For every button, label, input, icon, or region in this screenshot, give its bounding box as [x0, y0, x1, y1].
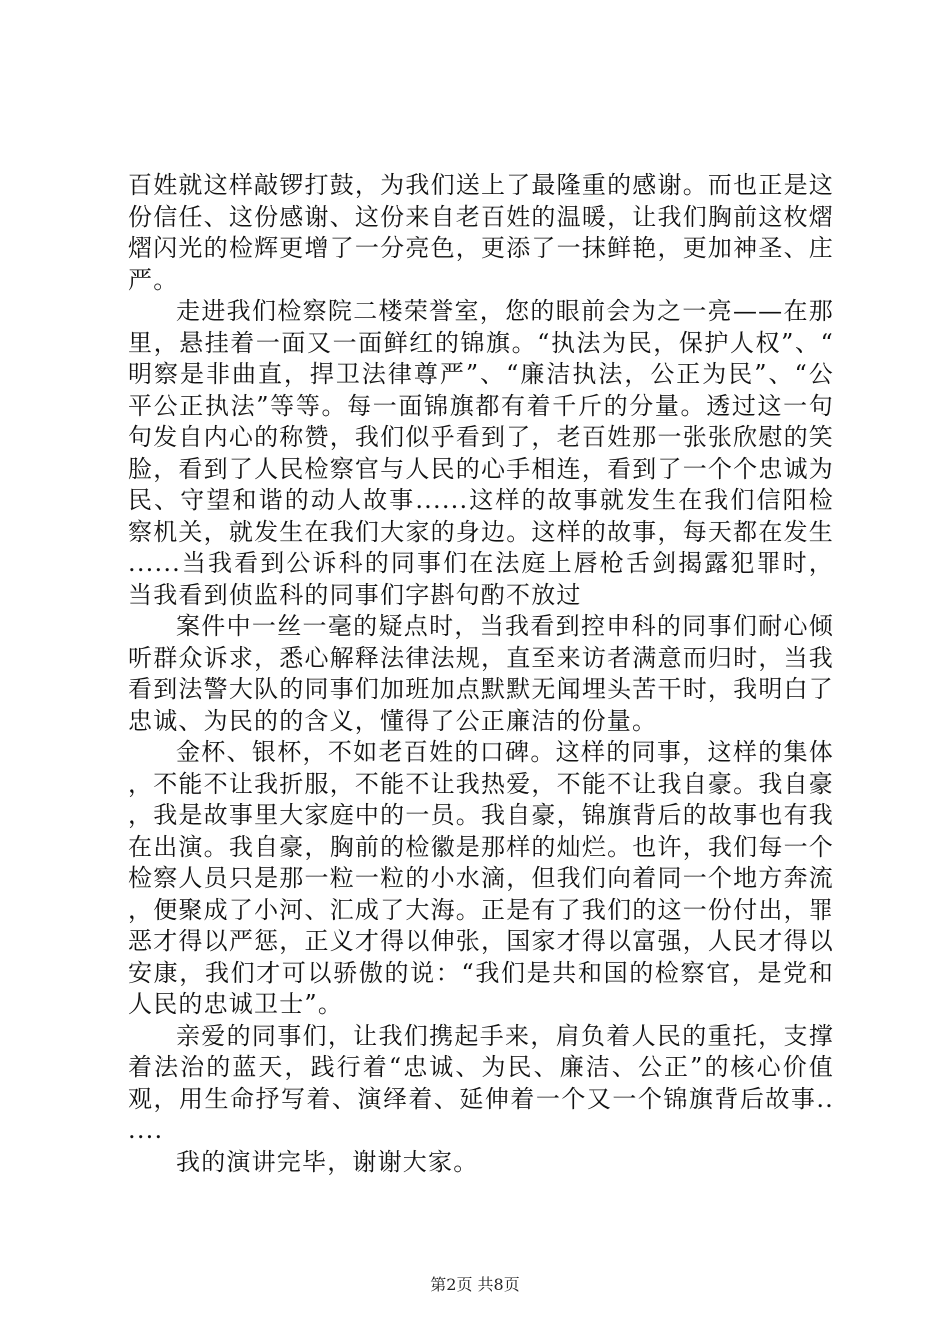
paragraph-3: 案件中一丝一毫的疑点时，当我看到控申科的同事们耐心倾听群众诉求，悉心解释法律法规，直至来访者满意而归时，当我看到法警大队的同事们加班加点默默无闻埋头苦干时，我明白了忠诚、为民的的含义，懂得了公正廉洁的份量。 — [128, 612, 834, 735]
paragraph-5: 亲爱的同事们，让我们携起手来，肩负着人民的重托，支撑着法治的蓝天，践行着“忠诚、为民、廉洁、公正”的核心价值观，用生命抒写着、演绎着、延伸着一个又一个锦旗背后故事...... — [128, 1021, 834, 1144]
page-number-footer: 第2页 共8页 — [430, 1275, 520, 1294]
document-body — [128, 170, 834, 1178]
paragraph-4: 金杯、银杯，不如老百姓的口碑。这样的同事，这样的集体，不能不让我折服，不能不让我热爱，不能不让我自豪。我自豪，我是故事里大家庭中的一员。我自豪，锦旗背后的故事也有我在出演。我自豪，胸前的检徽是那样的灿烂。也许，我们每一个检察人员只是那一粒一粒的小水滴，但我们向着同一个地方奔流，便聚成了小河、汇成了大海。正是有了我们的这一份付出，罪恶才得以严惩，正义才得以伸张，国家才得以富强，人民才得以安康，我们才可以骄傲的说：“我们是共和国的检察官，是党和人民的忠诚卫士”。 — [128, 738, 834, 1018]
paragraph-1: 百姓就这样敲锣打鼓，为我们送上了最隆重的感谢。而也正是这份信任、这份感谢、这份来自老百姓的温暖，让我们胸前这枚熠熠闪光的检辉更增了一分亮色，更添了一抹鲜艳，更加神圣、庄严。 — [128, 171, 834, 294]
paragraph-6: 我的演讲完毕，谢谢大家。 — [176, 1147, 479, 1176]
paragraph-2: 走进我们检察院二楼荣誉室，您的眼前会为之一亮——在那里，悬挂着一面又一面鲜红的锦旗。“执法为民，保护人权”、“明察是非曲直，捍卫法律尊严”、“廉洁执法，公正为民”、“公平公正执法”等等。每一面锦旗都有着千斤的分量。透过这一句句发自内心的称赞，我们似乎看到了，老百姓那一张张欣慰的笑脸，看到了人民检察官与人民的心手相连，看到了一个个忠诚为民、守望和谐的动人故事......这样的故事就发生在我们信阳检察机关，就发生在我们大家的身边。这样的故事，每天都在发生......当我看到公诉科的同事们在法庭上唇枪舌剑揭露犯罪时，当我看到侦监科的同事们字斟句酌不放过 — [128, 297, 834, 609]
